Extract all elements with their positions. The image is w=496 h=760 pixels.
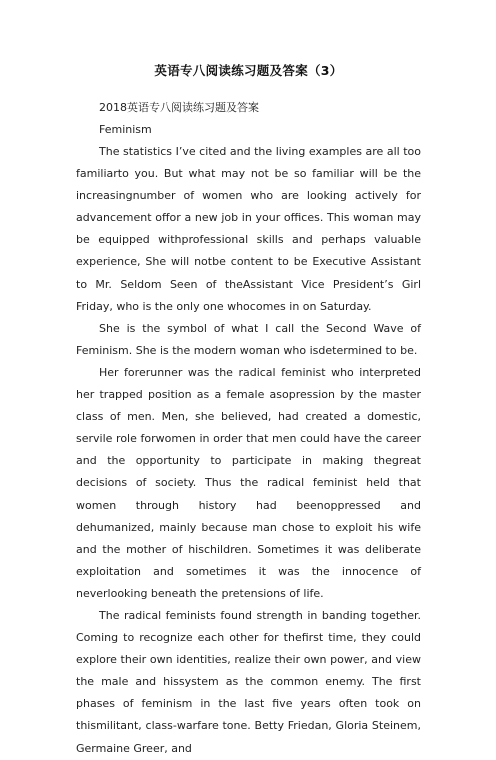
paragraph: The radical feminists found strength in banding together. Coming to recognize each other for thefirst time, they could explore their own identities, realize their own power, and view the male and hissystem as the common enemy. The first phases of feminism in the last five years often took on thismilitant, class-warfare tone. Betty Friedan, Gloria Steinem, Germaine Greer, and bbox=[76, 608, 421, 755]
paragraph: The statistics I’ve cited and the living examples are all too familiarto you. But what may not be so familiar will be the increasingnumber of women who are looking actively for advancement offor a new job in your offices. This woman may be equipped withprofessional skills and perhaps valuable experience, She will notbe content to be Executive Assistant to Mr. Seldom Seen of theAssistant Vice President’s Girl Friday, who is the only one whocomes in on Saturday. bbox=[76, 145, 421, 313]
paragraph: She is the symbol of what I call the Second Wave of Feminism. She is the modern woman who isdetermined to be. bbox=[76, 321, 421, 357]
section-heading: Feminism bbox=[99, 123, 152, 136]
document-title: 英语专八阅读练习题及答案（3） bbox=[154, 63, 343, 78]
document-subtitle: 2018英语专八阅读练习题及答案 bbox=[99, 101, 259, 114]
paragraph: Her forerunner was the radical feminist who interpreted her trapped position as a female asopression by the master class of men. Men, she believed, had created a domestic, servile role forwomen in order that men could have the career and the opportunity to participate in making thegreat decisions of society. Thus the radical feminist held that women through history had beenoppressed and dehumanized, mainly because man chose to exploit his wife and the mother of hischildren. Sometimes it was deliberate exploitation and sometimes it was the innocence of neverlooking beneath the pretensions of life. bbox=[76, 365, 421, 600]
